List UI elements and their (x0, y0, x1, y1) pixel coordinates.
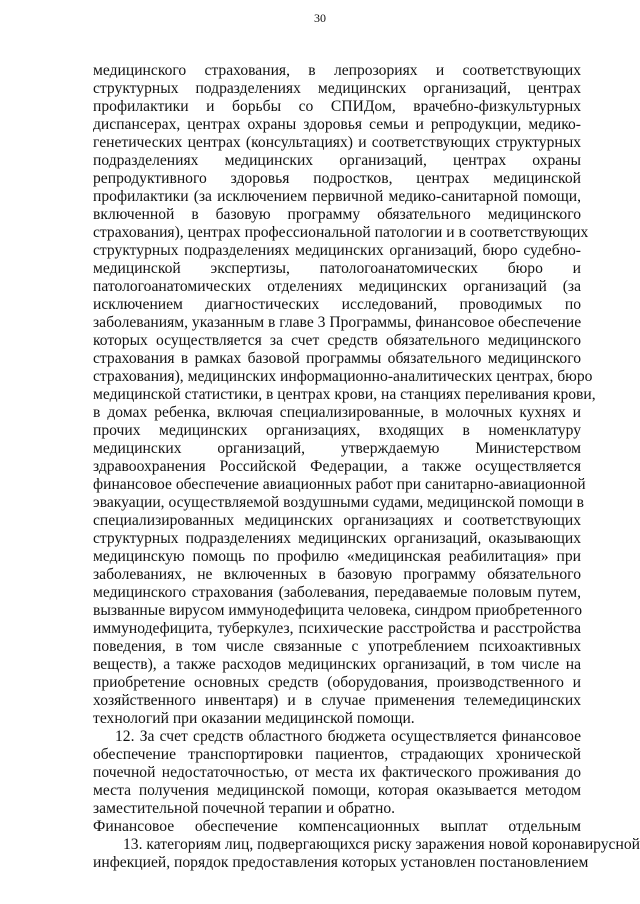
text-line: медицинской статистики, в центрах крови, на станциях переливания крови, (93, 386, 596, 403)
body-text (93, 62, 640, 872)
text-line: места получения медицинской помощи, которая оказывается методом (93, 782, 581, 799)
text-line: технологий при оказании медицинской помощи. (93, 710, 415, 727)
text-line: финансовое обеспечение авиационных работ при санитарно-авиационной (93, 476, 586, 493)
text-line: медицинскую помощь по профилю «медицинская реабилитация» при (93, 548, 581, 565)
text-line: которых осуществляется за счет средств обязательного медицинского (93, 332, 581, 349)
text-line: медицинского страхования, в лепрозориях и соответствующих (93, 62, 581, 79)
text-line: подразделениях медицинских организаций, центрах охраны (93, 152, 581, 169)
text-line: страхования в рамках базовой программы обязательного медицинского (93, 350, 581, 367)
text-line: страхования), медицинских информационно-аналитических центрах, бюро (93, 368, 593, 385)
text-line: в домах ребенка, включая специализированные, в молочных кухнях и (93, 404, 581, 421)
text-line: медицинской экспертизы, патологоанатомических бюро и (93, 260, 581, 277)
text-line: 12. За счет средств областного бюджета осуществляется финансовое (115, 728, 581, 745)
text-line: включенной в базовую программу обязательного медицинского (93, 206, 581, 223)
text-line: 13. категориям лиц, подвергающихся риску заражения новой коронавирусной (123, 836, 640, 853)
text-line: медицинского страхования (заболевания, передаваемые половым путем, (93, 584, 581, 601)
text-line: профилактики и борьбы со СПИДом, врачебно-физкультурных (93, 98, 581, 115)
text-line: исключением диагностических исследований, проводимых по (93, 296, 581, 313)
text-line: специализированных медицинских организациях и соответствующих (93, 512, 581, 529)
text-line: профилактики (за исключением первичной медико-санитарной помощи, (93, 188, 581, 205)
text-line: заболеваниях, не включенных в базовую программу обязательного (93, 566, 581, 583)
text-line: инфекцией, порядок предоставления которых установлен постановлением (93, 854, 589, 871)
text-line: страхования), центрах профессиональной патологии и в соответствующих (93, 224, 589, 241)
text-line: заместительной почечной терапии и обратно. (93, 800, 396, 817)
text-line: хозяйственного инвентаря) и в случае применения телемедицинских (93, 692, 581, 709)
text-line: репродуктивного здоровья подростков, центрах медицинской (93, 170, 581, 187)
text-line: диспансерах, центрах охраны здоровья семьи и репродукции, медико- (93, 116, 581, 133)
text-line: прочих медицинских организациях, входящих в номенклатуру (93, 422, 581, 439)
text-line: почечной недостаточностью, от места их фактического проживания до (93, 764, 581, 781)
text-line: генетических центрах (консультациях) и соответствующих структурных (93, 134, 581, 151)
text-line: здравоохранения Российской Федерации, а также осуществляется (93, 458, 581, 475)
text-line: обеспечение транспортировки пациентов, страдающих хронической (93, 746, 581, 763)
text-line: заболеваниям, указанным в главе 3 Программы, финансовое обеспечение (93, 314, 582, 331)
text-line: структурных подразделениях медицинских организаций, бюро судебно- (93, 242, 581, 259)
text-line: иммунодефицита, туберкулез, психические расстройства и расстройства (93, 620, 581, 637)
text-line: патологоанатомических отделениях медицинских организаций (за (93, 278, 581, 295)
text-line: вызванные вирусом иммунодефицита человека, синдром приобретенного (93, 602, 583, 619)
page-number: 30 (314, 11, 326, 25)
text-line: поведения, в том числе связанные с употреблением психоактивных (93, 638, 581, 655)
text-line: структурных подразделениях медицинских организаций, оказывающих (93, 530, 581, 547)
text-line: структурных подразделениях медицинских организаций, центрах (93, 80, 581, 97)
text-line: эвакуации, осуществляемой воздушными судами, медицинской помощи в (93, 494, 584, 511)
text-line: медицинских организаций, утверждаемую Министерством (93, 440, 581, 457)
text-line: веществ), а также расходов медицинских организаций, в том числе на (93, 656, 581, 673)
text-line: Финансовое обеспечение компенсационных выплат отдельным (93, 818, 581, 835)
text-line: приобретение основных средств (оборудования, производственного и (93, 674, 581, 691)
